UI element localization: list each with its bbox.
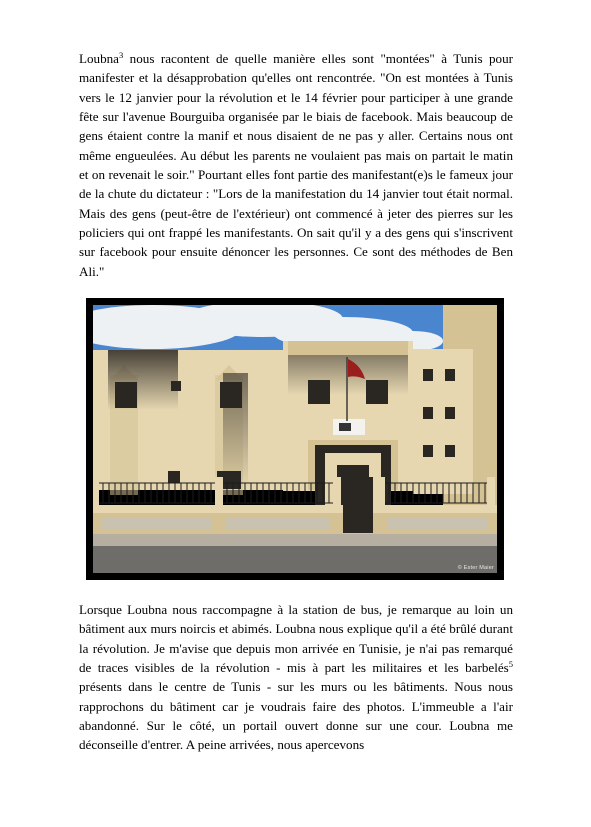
paragraph-bottom xyxy=(79,600,513,755)
paragraph-top xyxy=(79,49,513,281)
paragraph-bottom-part1: Lorsque Loubna nous raccompagne à la station de bus, je remarque au loin un bâtiment aux murs noircis et abimés. Loubna nous explique qu'il a été brûlé durant la révolution. Je m'avise que depuis mon arrivée en Tunisie, je n'ai pas remarqué de traces visibles de la révolution - mis à part les militaires et les barbelés xyxy=(79,602,513,676)
paragraph-bottom-part2: présents dans le centre de Tunis - sur les murs ou les bâtiments. Nous nous rapprochons du bâtiment car je voudrais faire des photos. L'immeuble a l'air abandonné. Sur le côté, un portail ouvert donne sur une cour. Loubna me déconseille d'entrer. A peine arrivées, nous apercevons xyxy=(79,679,513,753)
photo-burned-building xyxy=(86,298,504,580)
photo-credit: © Ester Maier xyxy=(457,565,494,571)
paragraph-top-text: nous racontent de quelle manière elles sont "montées" à Tunis pour manifester et la désapprobation qu'elles ont rencontrée. "On est montées à Tunis vers le 12 janvier pour la révolution et le 14 février pour participer à une grande fête sur l'avenue Bourguiba organisée par le biais de facebook. Mais beaucoup de gens étaient contre la manif et nous disaient de ne pas y aller. Certains nous ont même engueulées. Au début les parents ne voulaient pas mais on partait le matin et on revenait le soir." Pourtant elles font partie des manifestant(e)s le fameux jour de la chute du dictateur : "Lors de la manifestation du 14 janvier tout était normal. Mais des gens (peut-être de l'extérieur) ont commencé à jeter des pierres sur les policiers qui ont frappé les manifestants. On sait qu'il y a des gens qui s'inscrivent sur facebook pour ensuite dénoncer les personnes. Ce sont des méthodes de Ben Ali." xyxy=(79,51,513,279)
footnote-ref-3[interactable]: 3 xyxy=(119,50,124,60)
paragraph-top-name: Loubna xyxy=(79,51,119,66)
photo-image xyxy=(93,305,497,573)
footnote-ref-5[interactable]: 5 xyxy=(508,659,513,670)
